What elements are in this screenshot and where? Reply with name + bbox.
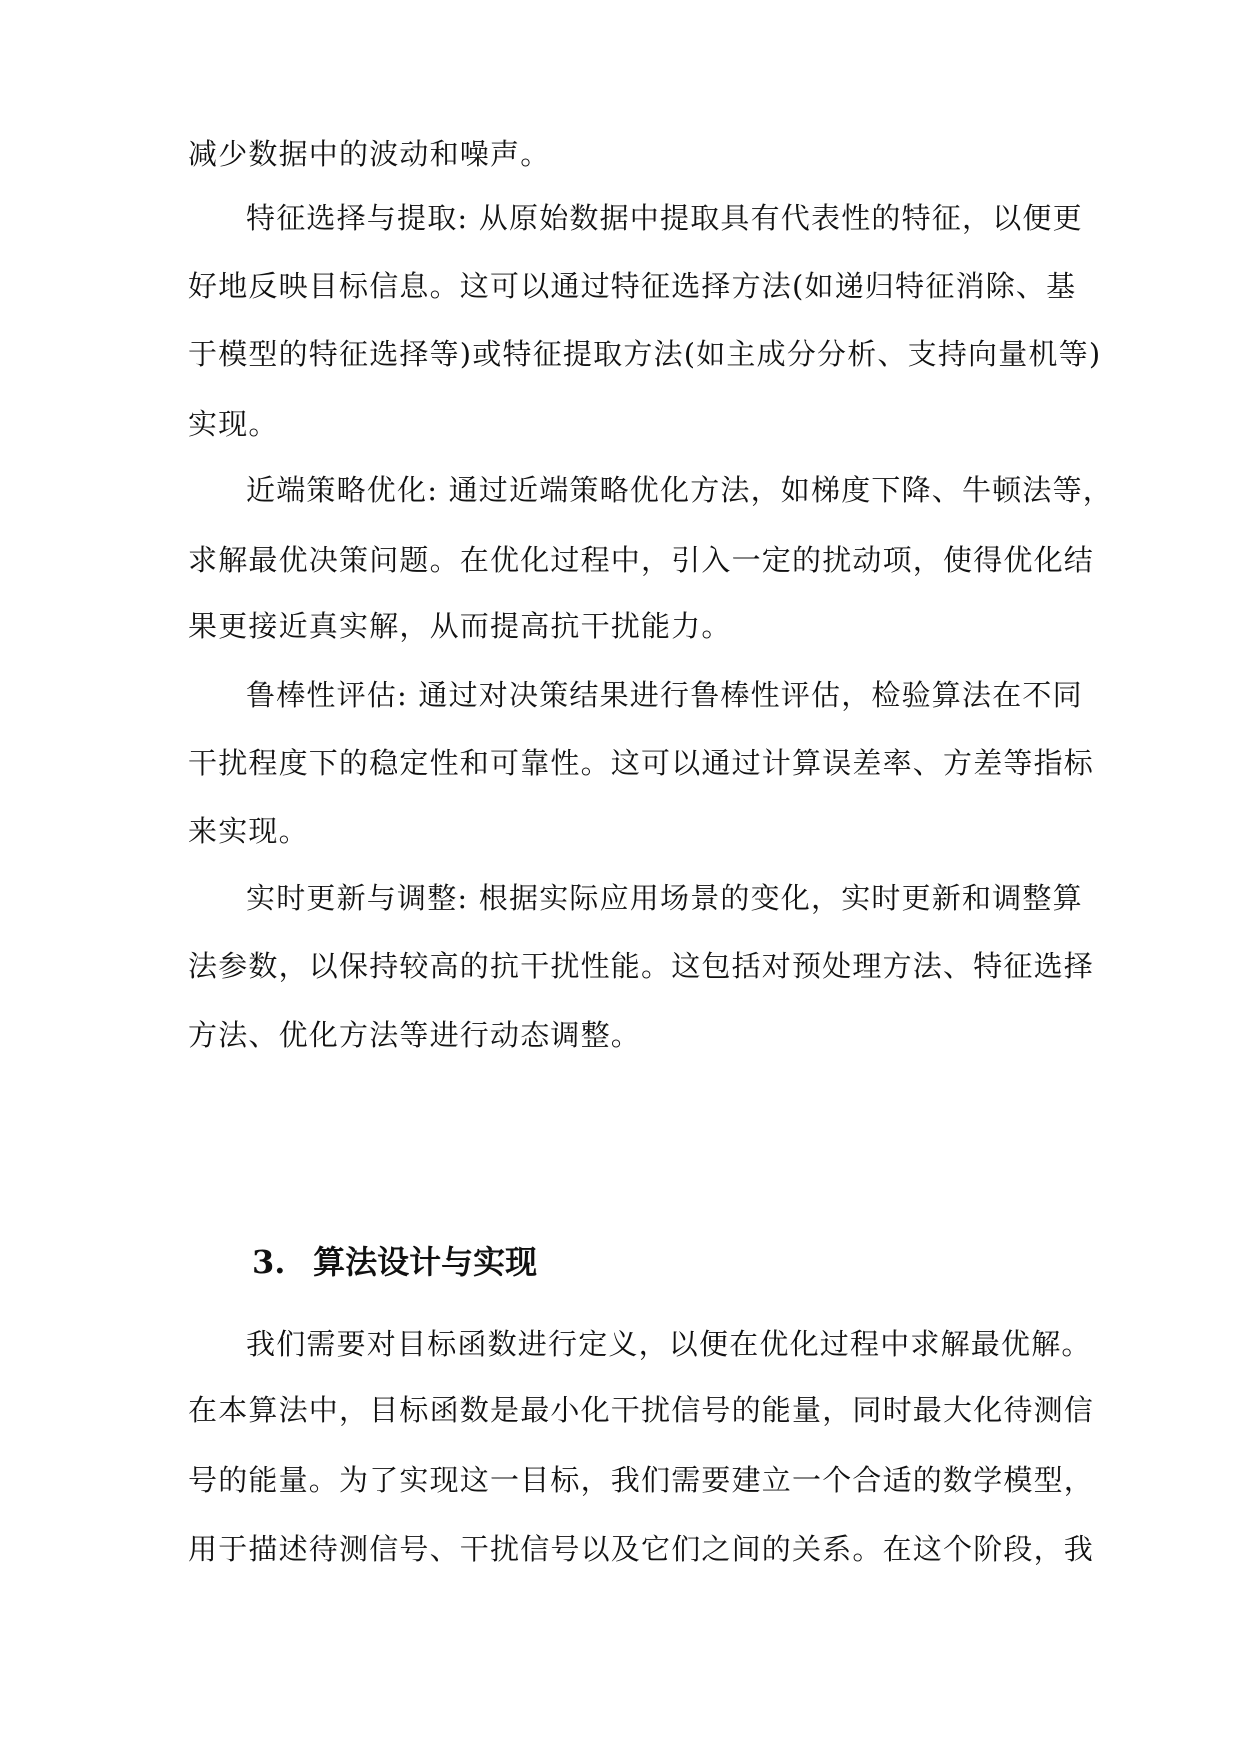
section-heading [252,1240,537,1284]
paragraph-line: 号的能量。为了实现这一目标，我们需要建立一个合适的数学模型， [188,1463,1095,1497]
paragraph-line: 求解最优决策问题。在优化过程中，引入一定的扰动项，使得优化结 [188,543,1095,577]
paragraph-line: 法参数，以保持较高的抗干扰性能。这包括对预处理方法、特征选择 [188,949,1095,983]
paragraph-line: 于模型的特征选择等)或特征提取方法(如主成分分析、支持向量机等) [188,337,1102,371]
paragraph-line: 来实现。 [188,814,309,848]
paragraph-line: 特征选择与提取: 从原始数据中提取具有代表性的特征，以便更 [246,201,1083,235]
paragraph-line: 干扰程度下的稳定性和可靠性。这可以通过计算误差率、方差等指标 [188,746,1095,780]
paragraph-line: 实时更新与调整: 根据实际应用场景的变化，实时更新和调整算 [246,881,1083,915]
paragraph-line: 在本算法中，目标函数是最小化干扰信号的能量，同时最大化待测信 [188,1393,1095,1427]
paragraph-line: 好地反映目标信息。这可以通过特征选择方法(如递归特征消除、基 [188,269,1077,303]
paragraph-line: 减少数据中的波动和噪声。 [188,137,551,171]
paragraph-line: 我们需要对目标函数进行定义，以便在优化过程中求解最优解。 [246,1327,1092,1361]
paragraph-line: 方法、优化方法等进行动态调整。 [188,1018,642,1052]
paragraph-line: 实现。 [188,407,279,441]
paragraph-line: 近端策略优化: 通过近端策略优化方法，如梯度下降、牛顿法等， [246,473,1113,507]
section-number: 3. [252,1243,286,1281]
paragraph-line: 果更接近真实解，从而提高抗干扰能力。 [188,609,732,643]
section-title: 算法设计与实现 [313,1243,538,1281]
paragraph-line: 鲁棒性评估: 通过对决策结果进行鲁棒性评估，检验算法在不同 [246,678,1083,712]
paragraph-line: 用于描述待测信号、干扰信号以及它们之间的关系。在这个阶段，我 [188,1532,1095,1566]
